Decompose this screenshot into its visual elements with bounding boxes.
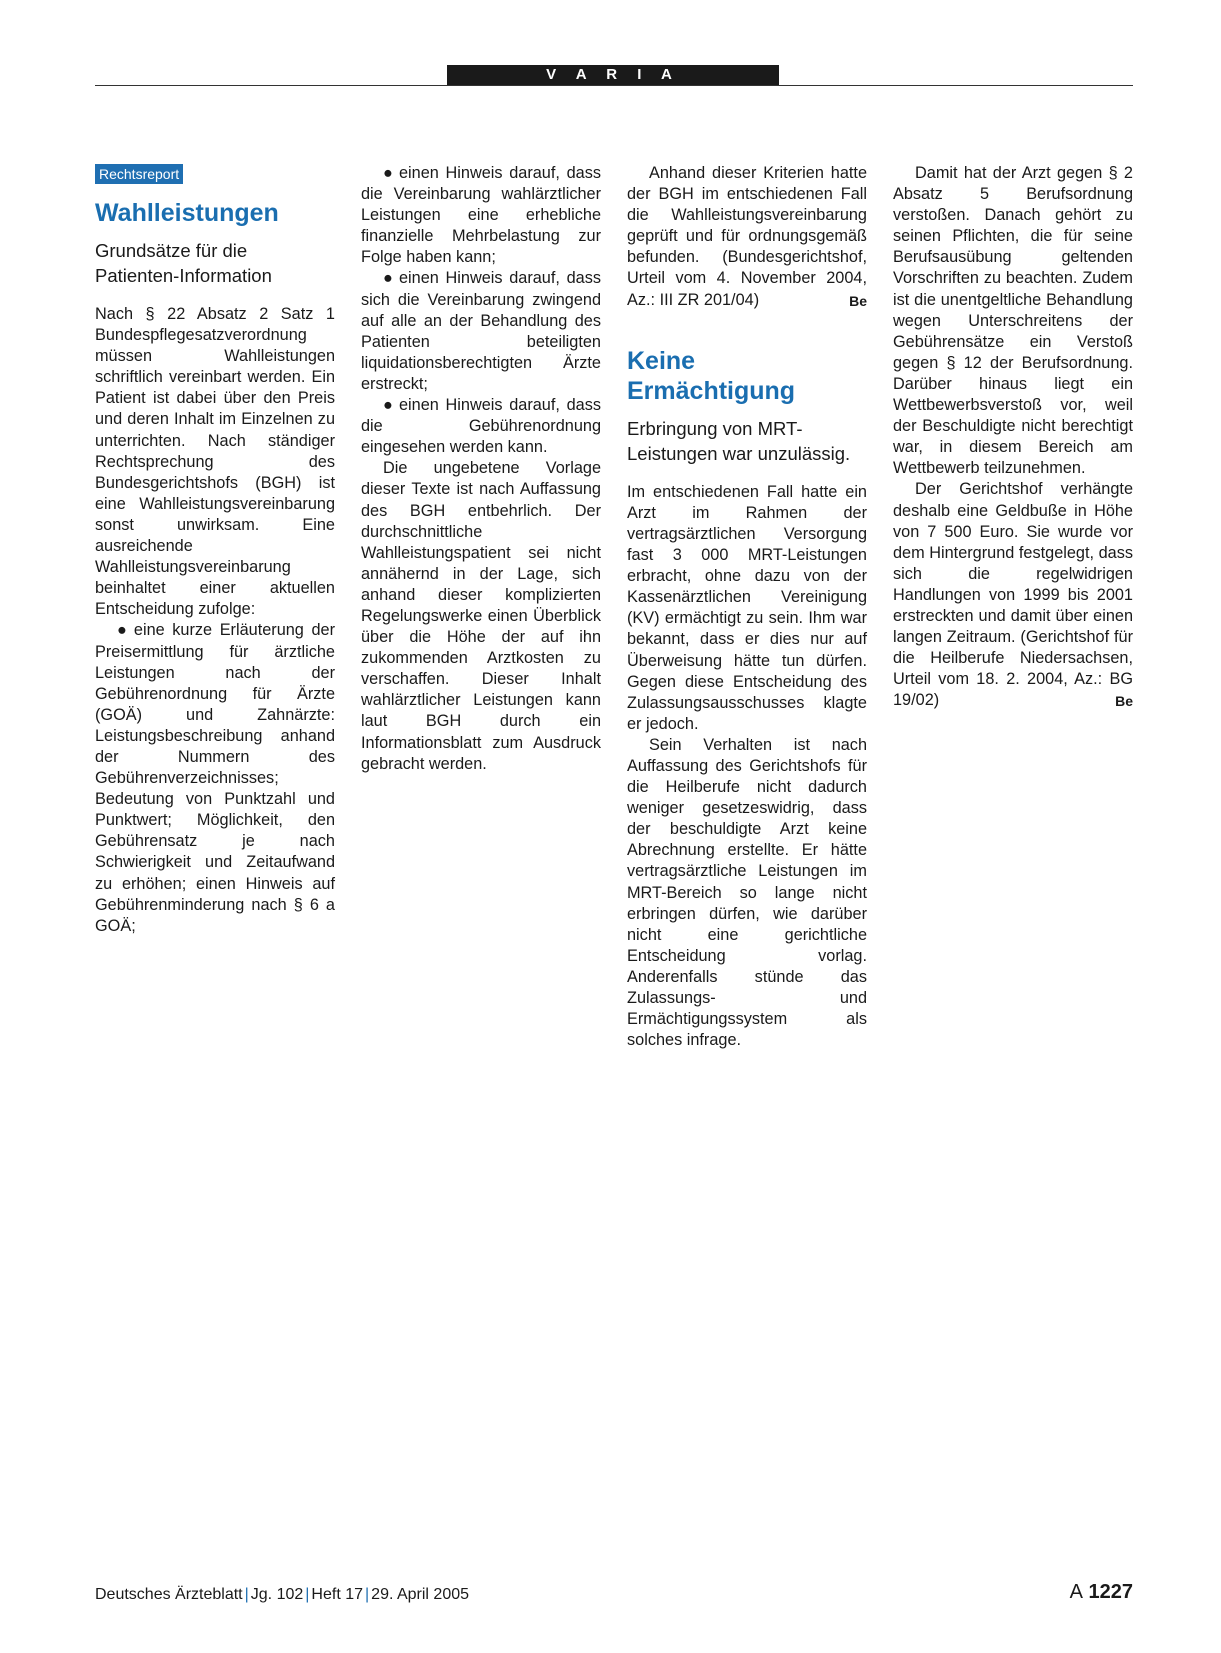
- bullet-icon: ●: [117, 621, 130, 640]
- article2-headline: Keine Ermächtigung: [627, 346, 796, 405]
- section-label: V A R I A: [447, 65, 779, 85]
- issue-date: 29. April 2005: [371, 1586, 470, 1603]
- article1-headline: Wahlleistungen: [95, 199, 279, 227]
- article1-subhead: Grundsätze für die Patienten-Information: [95, 240, 272, 286]
- article1-bullet-1: [95, 620, 335, 936]
- journal-name: Deutsches Ärzteblatt: [95, 1586, 243, 1603]
- bullet-icon: ●: [383, 164, 395, 182]
- bullet-icon: ●: [383, 269, 395, 288]
- article2-paragraph-3: Damit hat der Arzt gegen § 2 Absatz 5 Berufsordnung verstoßen. Danach gehört zu seinen Pflichten, die für seine Berufsausübung geltenden Vorschriften zu beachten. Zudem ist die unentgeltliche Behandlung wegen Unterschreitens der Gebührensätze ein Verstoß gegen § 12 der Berufsordnung. Darüber hinaus liegt ein Wettbewerbsverstoß vor, weil der Beschuldigte nicht berechtigt war, in diesem Bereich am Wettbewerb teilzunehmen.: [893, 164, 1133, 478]
- article1-bullet-4: [361, 395, 601, 458]
- article2-signature: Be: [1115, 693, 1133, 710]
- column-3: [627, 163, 867, 1051]
- column-2: [361, 163, 601, 775]
- article1-paragraph-1: Nach § 22 Absatz 2 Satz 1 Bundespflegesatzverordnung müssen Wahlleistungen schriftlich vereinbart werden. Ein Patient ist dabei über den Preis und deren Inhalt im Einzelnen zu unterrichten. Nach ständiger Rechtsprechung des Bundesgerichtshofs (BGH) ist eine Wahlleistungsvereinbarung sonst unwirksam. Eine ausreichende Wahlleistungsvereinbarung beinhaltet einer aktuellen Entscheidung zufolge:: [95, 305, 335, 619]
- article1-paragraph-3: Anhand dieser Kriterien hatte der BGH im entschiedenen Fall die Wahlleistungsvereinbarung geprüft und für ordnungsgemäß befunden. (Bundesgerichtshof, Urteil vom 4. November 2004, Az.: III ZR 201/04): [627, 164, 867, 309]
- page-number: [1070, 1581, 1133, 1604]
- bullet-text: eine kurze Erläuterung der Preisermittlung für ärztliche Leistungen nach der Gebührenordnung für Ärzte (GOÄ) und Zahnärzte: Leistungsbeschreibung anhand der Nummern des Gebührenverzeichnisses; Bedeutung von Punktzahl und Punktwert; Möglichkeit, den Gebührensatz je nach Schwierigkeit und Zeitaufwand zu erhöhen; einen Hinweis auf Gebührenminderung nach § 6 a GOÄ;: [95, 621, 335, 935]
- page-number-value: 1227: [1088, 1581, 1133, 1603]
- header-rule: [95, 85, 1133, 86]
- page-prefix: A: [1069, 1581, 1083, 1603]
- article1-paragraph-2: Die ungebetene Vorlage dieser Texte ist nach Auffassung des BGH entbehrlich. Der durchschnittliche Wahlleistungspatient sei nicht annähernd in der Lage, sich anhand dieser komplizierten Regelungswerke einen Überblick über die Höhe der auf ihn zukommenden Arztkosten zu verschaffen. Dieser Inhalt wahlärztlicher Leistungen kann laut BGH durch ein Informationsblatt zum Ausdruck gebracht werden.: [361, 459, 601, 773]
- bullet-text: einen Hinweis darauf, dass sich die Vereinbarung zwingend auf alle an der Behandlung des Patienten beteiligten liquidationsberechtigten Ärzte erstreckt;: [361, 269, 601, 393]
- article2-paragraph-4: Der Gerichtshof verhängte deshalb eine Geldbuße in Höhe von 7 500 Euro. Sie wurde vor dem Hintergrund festgelegt, dass sich die regelwidrigen Handlungen von 1999 bis 2001 erstreckten und damit über einen langen Zeitraum. (Gerichtshof für die Heilberufe Niedersachsen, Urteil vom 18. 2. 2004, Az.: BG 19/02): [893, 480, 1133, 710]
- column-4: [893, 163, 1133, 713]
- issue: Heft 17: [311, 1586, 364, 1603]
- article2-paragraph-2: Sein Verhalten ist nach Auffassung des Gerichtshofs für die Heilberufe nicht dadurch weniger gesetzeswidrig, dass der beschuldigte Arzt keine Abrechnung erstellte. Er hätte vertragsärztliche Leistungen im MRT-Bereich so lange nicht erbringen dürfen, wie darüber nicht eine gerichtliche Entscheidung vorlag. Anderenfalls stünde das Zulassungs- und Ermächtigungssystem als solches infrage.: [627, 735, 867, 1050]
- column-1: [95, 164, 335, 937]
- article2-subhead: Erbringung von MRT-Leistungen war unzulässig.: [627, 417, 851, 464]
- separator: |: [244, 1586, 249, 1603]
- separator: |: [365, 1586, 370, 1603]
- article2-paragraph-1: Im entschiedenen Fall hatte ein Arzt im Rahmen der vertragsärztlichen Versorgung fast 3 000 MRT-Leistungen erbracht, ohne dazu von der Kassenärztlichen Vereinigung (KV) ermächtigt zu sein. Ihm war bekannt, dass er dies nur auf Überweisung hätte tun dürfen. Gegen diese Entscheidung des Zulassungsausschusses klagte er jedoch.: [627, 482, 867, 733]
- bullet-text: einen Hinweis darauf, dass die Vereinbarung wahlärztlicher Leistungen eine erhebliche finanzielle Mehrbelastung zur Folge haben kann;: [361, 164, 601, 267]
- article1-bullet-2: [361, 163, 601, 268]
- page-footer: [95, 1586, 469, 1604]
- bullet-text: einen Hinweis darauf, dass die Gebührenordnung eingesehen werden kann.: [361, 396, 601, 457]
- volume: Jg. 102: [250, 1586, 304, 1603]
- separator: |: [305, 1586, 310, 1603]
- bullet-icon: ●: [383, 396, 395, 415]
- article1-bullet-3: [361, 268, 601, 395]
- article1-signature: Be: [849, 292, 867, 309]
- kicker-label: Rechtsreport: [95, 164, 183, 184]
